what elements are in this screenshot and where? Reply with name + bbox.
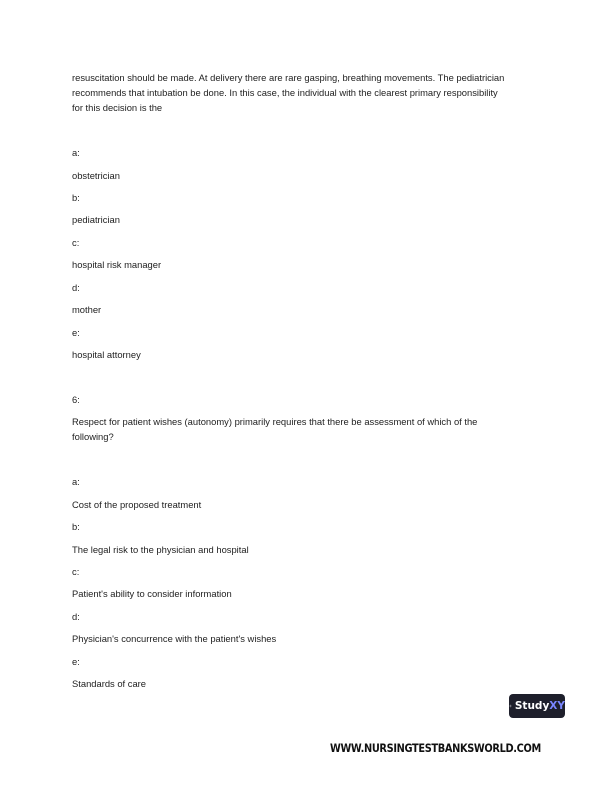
q6-option-d-text: Physician's concurrence with the patient's wishes — [72, 633, 277, 644]
q6-option-b-letter: b: — [72, 521, 80, 532]
q5-option-a-letter: a: — [72, 147, 80, 158]
q5-option-d-text: mother — [72, 304, 102, 315]
q6-option-b-text: The legal risk to the physician and hospital — [72, 544, 249, 555]
q5-option-e-text: hospital attorney — [72, 349, 141, 360]
q6-option-c-letter: c: — [72, 566, 80, 577]
q6-option-a-letter: a: — [72, 476, 80, 487]
q5-option-a-text: obstetrician — [72, 170, 120, 181]
q6-stem-line-2: following? — [72, 431, 114, 442]
q5-option-b-text: pediatrician — [72, 214, 120, 225]
intro-line-2: recommends that intubation be done. In this case, the individual with the clearest primary responsibility — [72, 87, 498, 98]
q5-option-b-letter: b: — [72, 192, 80, 203]
studyxy-logo-accent: XY — [549, 700, 565, 712]
q6-option-d-letter: d: — [72, 611, 80, 622]
studyxy-logo-text — [515, 700, 565, 712]
studyxy-logo-main: Study — [514, 700, 550, 712]
intro-line-3: for this decision is the — [72, 102, 163, 113]
q5-option-c-text: hospital risk manager — [72, 259, 162, 270]
intro-line-1: resuscitation should be made. At delivery there are rare gasping, breathing movements. The pediatrician — [72, 72, 505, 83]
q5-option-d-letter: d: — [72, 282, 80, 293]
q5-option-c-letter: c: — [72, 237, 80, 248]
plus-icon — [509, 700, 512, 712]
q6-stem-line-1: Respect for patient wishes (autonomy) primarily requires that there be assessment of which of the — [72, 416, 478, 427]
q6-option-a-text: Cost of the proposed treatment — [72, 499, 202, 510]
studyxy-badge[interactable] — [509, 694, 565, 718]
q6-option-e-letter: e: — [72, 656, 80, 667]
q6-option-e-text: Standards of care — [72, 678, 147, 689]
q6-option-c-text: Patient's ability to consider information — [72, 588, 232, 599]
q5-option-e-letter: e: — [72, 327, 80, 338]
footer-website-url[interactable]: WWW.NURSINGTESTBANKSWORLD.COM — [330, 741, 541, 755]
q6-number: 6: — [72, 394, 80, 405]
